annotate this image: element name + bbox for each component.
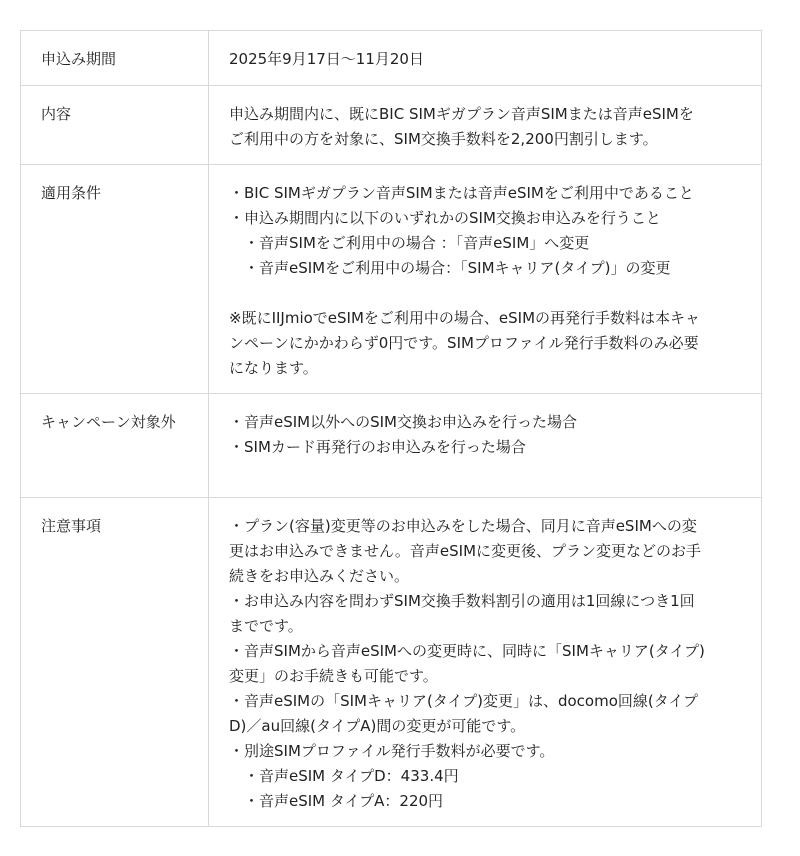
value-line: ・音声SIMから音声eSIMへの変更時に、同時に「SIMキャリア(タイプ) [229, 642, 705, 660]
table-row-period [21, 31, 761, 86]
value-line: ・音声eSIMをご利用中の場合：「SIMキャリア(タイプ)」の変更 [229, 259, 671, 277]
value-line: ※既にIIJmioでeSIMをご利用中の場合、eSIMの再発行手数料は本キャ [229, 309, 701, 327]
table-row-conditions [21, 165, 761, 394]
value-line: ・音声eSIMの「SIMキャリア(タイプ)変更」は、docomo回線(タイプ [229, 692, 698, 710]
value-line: ・音声eSIM タイプD：433.4円 [229, 767, 459, 785]
row-value [209, 86, 761, 164]
row-value [209, 394, 761, 497]
value-line: ・お申込み内容を問わずSIM交換手数料割引の適用は1回線につき1回 [229, 592, 695, 610]
value-line: になります。 [229, 359, 318, 377]
value-line: 2025年9月17日〜11月20日 [229, 50, 424, 68]
value-line: 更はお申込みできません。音声eSIMに変更後、プラン変更などのお手 [229, 542, 702, 560]
value-line: D)／au回線(タイプA)間の変更が可能です。 [229, 717, 526, 735]
row-label: 適用条件 [21, 165, 209, 393]
value-line: ンペーンにかかわらず0円です。SIMプロファイル発行手数料のみ必要 [229, 334, 699, 352]
row-label: 内容 [21, 86, 209, 164]
row-value [209, 498, 761, 826]
value-line: までです。 [229, 617, 303, 635]
table-row-content [21, 86, 761, 165]
value-line: ・プラン(容量)変更等のお申込みをした場合、同月に音声eSIMへの変 [229, 517, 697, 535]
value-line: ・音声eSIM以外へのSIM交換お申込みを行った場合 [229, 413, 578, 431]
value-line: ・音声eSIM タイプA：220円 [229, 792, 444, 810]
value-line: ・申込み期間内に以下のいずれかのSIM交換お申込みを行うこと [229, 209, 661, 227]
row-value [209, 31, 761, 85]
table-row-notes [21, 498, 761, 826]
row-label: 申込み期間 [21, 31, 209, 85]
value-line: 続きをお申込みください。 [229, 567, 410, 585]
row-value [209, 165, 761, 393]
value-line: ・音声SIMをご利用中の場合 ：「音声eSIM」へ変更 [229, 234, 590, 252]
value-line: 変更」のお手続きも可能です。 [229, 667, 438, 685]
row-label: 注意事項 [21, 498, 209, 826]
value-line: ・SIMカード再発行のお申込みを行った場合 [229, 438, 526, 456]
campaign-details-table [20, 30, 762, 827]
value-line: 申込み期間内に、既にBIC SIMギガプラン音声SIMまたは音声eSIMを [229, 105, 694, 123]
value-line: ・別途SIMプロファイル発行手数料が必要です。 [229, 742, 555, 760]
value-line: ご利用中の方を対象に、SIM交換手数料を2,200円割引します。 [229, 130, 658, 148]
spacer [229, 281, 741, 306]
value-line: ・BIC SIMギガプラン音声SIMまたは音声eSIMをご利用中であること [229, 184, 694, 202]
row-label: キャンペーン対象外 [21, 394, 209, 497]
table-row-exclusions [21, 394, 761, 498]
